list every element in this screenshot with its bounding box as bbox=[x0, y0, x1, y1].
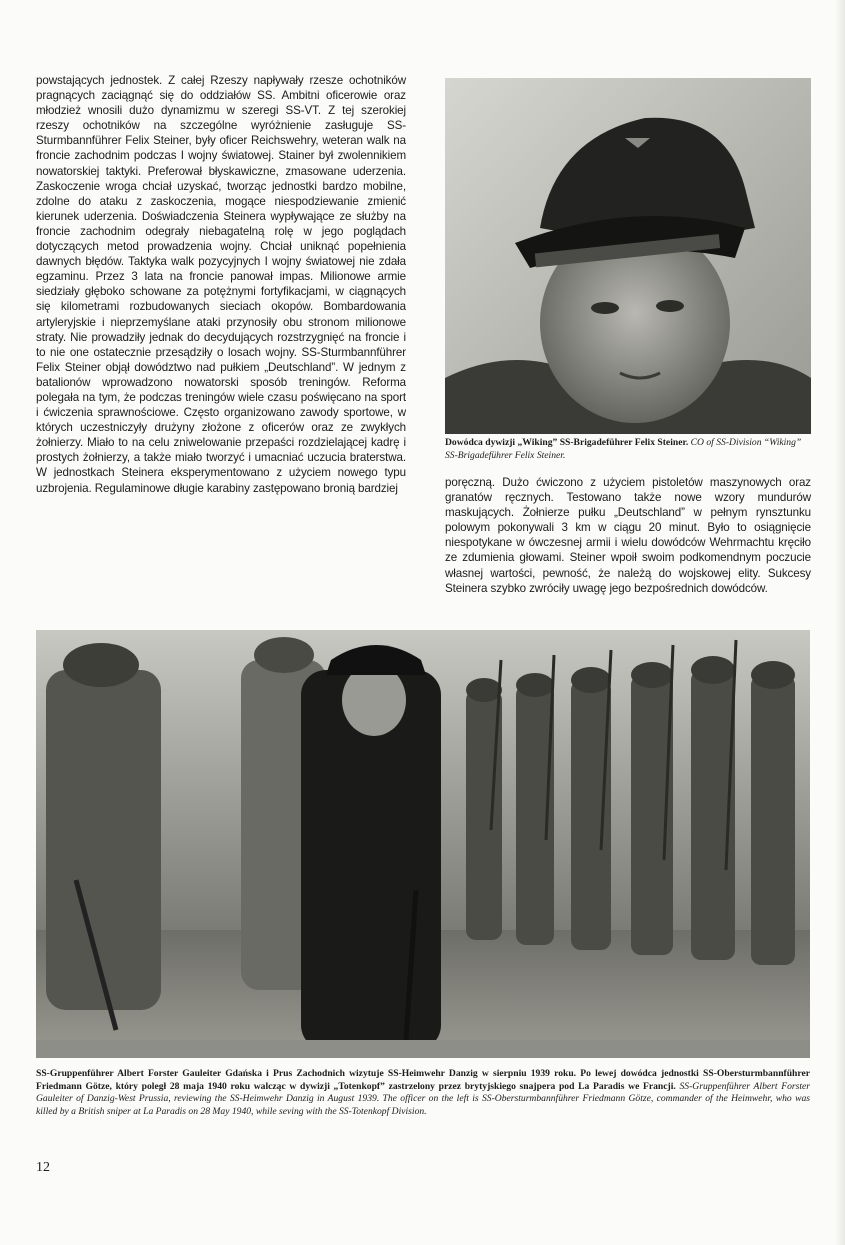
parade-photo bbox=[36, 630, 810, 1058]
article-left-column bbox=[36, 73, 406, 496]
page-number: 12 bbox=[36, 1160, 50, 1175]
portrait-photo bbox=[445, 78, 811, 434]
portrait-caption-polish: Dowódca dywizji „Wiking” SS-Brigadeführer Felix Steiner. bbox=[445, 437, 689, 448]
right-column-text: poręczną. Dużo ćwiczono z użyciem pistoletów maszynowych oraz granatów ręcznych. Testowano także nowe wzory mundurów maskujących. Żołnierze pułku „Deutschland” w pełnym rynsztunku polowym pokonywali 3 km w ciągu 20 minut. Było to osiągnięcie niespotykane w ówczesnej armii i wielu dowódców Wehrmachtu kręciło ze zdumienia głowami. Steiner wpoił swoim podkomendnym poczucie własnej wartości, pewność, że należą do wojskowej elity. Sukcesy Steinera szybko zwróciły uwagę jego bezpośrednich dowódców. bbox=[445, 476, 811, 595]
portrait-photo-image bbox=[445, 78, 811, 434]
parade-caption bbox=[36, 1068, 810, 1118]
page-edge-shadow bbox=[835, 0, 845, 1245]
parade-caption-english: SS-Gruppenführer Albert Forster Gauleiter of Danzig-West Prussia, reviewing the SS-Heimwehr Danzig in August 1939. The officer on the left is SS-Obersturmbannführer Friedmann Götze, commander of the Heimwehr, who was killed by a British sniper at La Paradis on 28 May 1940, while seving with the SS-Totenkopf Division. bbox=[36, 1080, 810, 1117]
parade-photo-image bbox=[36, 630, 810, 1058]
portrait-caption bbox=[445, 437, 811, 462]
article-right-column bbox=[445, 475, 811, 596]
parade-caption-polish: SS-Gruppenführer Albert Forster Gauleiter Gdańska i Prus Zachodnich wizytuje SS-Heimwehr Danzig w sierpniu 1939 roku. Po lewej dowódca jednostki SS-Obersturmbannführer Friedmann Götze, który poległ 28 maja 1940 roku walcząc w dywizji „Totenkopf” zastrzelony przez brytyjskiego snajpera pod La Paradis we Francji. bbox=[36, 1068, 810, 1092]
portrait-caption-english: CO of SS-Division “Wiking” SS-Brigadeführer Felix Steiner. bbox=[445, 437, 802, 461]
left-column-text: powstających jednostek. Z całej Rzeszy napływały rzesze ochotników pragnących zaciągnąć się do oddziałów SS. Ambitni oficerowie oraz młodzież wnosili dużo dynamizmu w szeregi SS-VT. Z tej szerokiej rzeszy ochotników na szczególne wyróżnienie zasługuje SS-Sturmbannführer Felix Steiner, były oficer Reichswehry, weteran walk na froncie zachodnim podczas I wojny światowej. Stainer był zwolennikiem nowatorskiej taktyki. Preferował błyskawiczne, zmasowane uderzenia. Zaskoczenie wroga chciał uzyskać, tworząc jednostki bardzo mobilne, zdolne do ataku z zaskoczenia, mogące niespodziewanie zmienić kierunek uderzenia. Doświadczenia Steinera wypływające ze służby na froncie zachodnim odegrały niebagatelną rolę w jego poglądach dotyczących metod prowadzenia wojny. Chciał uniknąć popełnienia dawnych błędów. Taktyka walk pozycyjnych I wojny światowej nie zdała egzaminu. Przez 3 lata na froncie panował impas. Milionowe armie siedziały głęboko schowane za potężnymi fortyfikacjami, w ciągnących się kilometrami rozbudowanych sieciach okopów. Bombardowania artyleryjskie i nieprzemyślane ataki przynosiły obu stronom milionowe straty. Nie prowadziły jednak do decydujących rozstrzygnięć na froncie i to nie one ostatecznie przesądziły o losach wojny. SS-Sturmbannführer Felix Steiner objął dowództwo nad pułkiem „Deutschland”. W jednym z batalionów wprowadzono nowatorski sposób treningów. Reforma polegała na tym, że podczas treningów wiele czasu poświęcano na sport i ćwiczenia sprawnościowe. Często organizowano zawody sportowe, w których uczestniczyły drużyny złożone z oficerów oraz ze zwykłych żołnierzy. Miało to na celu zniwelowanie przepaści rozdzielającej kadrę i prostych żołnierzy, a także miało tworzyć i umacniać uczucia braterstwa. W jednostkach Steinera eksperymentowano z użyciem nowego typu uzbrojenia. Regulaminowe długie karabiny zastępowano bronią bardziej bbox=[36, 74, 406, 495]
